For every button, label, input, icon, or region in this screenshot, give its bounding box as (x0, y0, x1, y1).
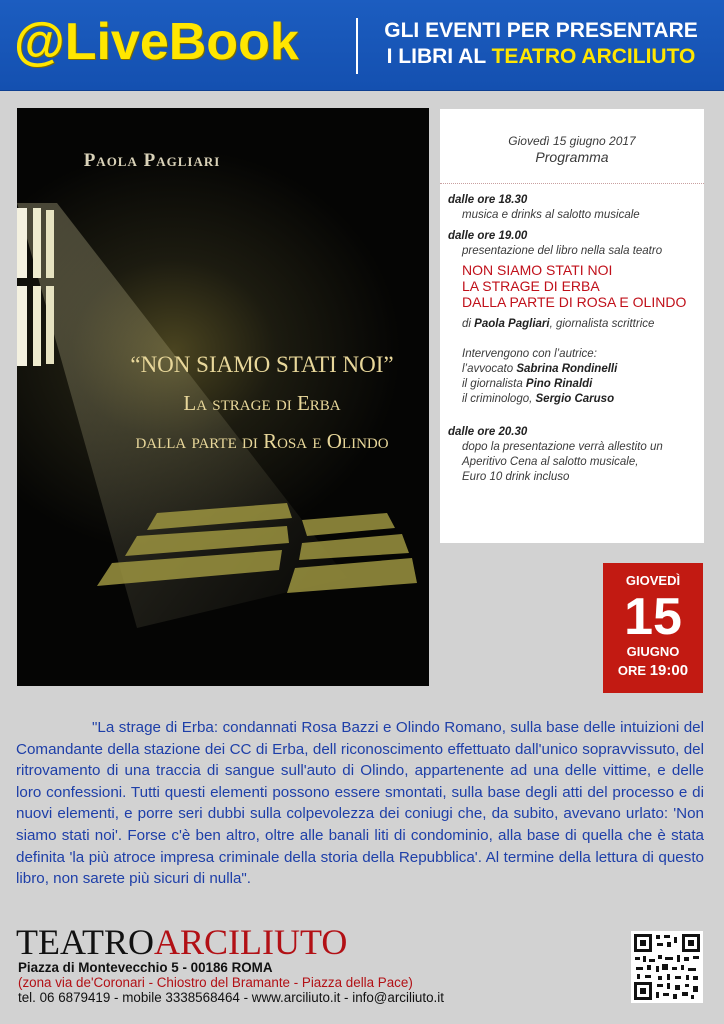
date-weekday: GIOVEDÌ (625, 573, 681, 588)
guest1-name: Sabrina Rondinelli (516, 363, 618, 375)
slot3-desc-2: Aperitivo Cena al salotto musicale, (462, 456, 639, 468)
book-title-line2: LA STRAGE DI ERBA (462, 278, 600, 294)
program-divider (440, 183, 704, 184)
program-panel (440, 109, 704, 543)
header-banner (0, 0, 724, 91)
guest1-role: l’avvocato (462, 363, 517, 375)
date-day: 15 (624, 588, 682, 646)
program-author (462, 317, 718, 332)
slot2-time: dalle ore 19.00 (448, 230, 528, 242)
qr-code[interactable] (631, 931, 703, 1003)
cover-title-line1: “NON SIAMO STATI NOI” (130, 352, 394, 377)
header-divider (356, 18, 358, 74)
cover-title-line2: La strage di Erba (183, 391, 341, 415)
book-cover (17, 108, 429, 686)
slot2-desc: presentazione del libro nella sala teatro (462, 245, 663, 257)
guests-intro: Intervengono con l’autrice: (462, 348, 597, 360)
venue-name-a: TEATRO (16, 922, 154, 962)
cover-title-line3: dalla parte di Rosa e Olindo (135, 429, 389, 453)
time-label: ORE (617, 663, 650, 678)
cover-author: Paola Pagliari (83, 150, 221, 171)
guest-1 (462, 362, 718, 377)
tagline-line2-start: I LIBRI AL (386, 45, 492, 68)
window-bars (17, 208, 54, 366)
guest2-role: il giornalista (462, 378, 526, 390)
guest-3 (462, 392, 718, 407)
author-name: Paola Pagliari (474, 318, 550, 330)
event-date-box (603, 563, 703, 693)
book-title-line1: NON SIAMO STATI NOI (462, 262, 613, 278)
slot1-time: dalle ore 18.30 (448, 194, 528, 206)
guest2-name: Pino Rinaldi (525, 378, 593, 390)
date-time (603, 662, 703, 679)
guest-2 (462, 377, 718, 392)
book-title-line3: DALLA PARTE DI ROSA E OLINDO (462, 294, 687, 310)
guest3-role: il criminologo, (462, 393, 536, 405)
slot3-time: dalle ore 20.30 (448, 426, 528, 438)
venue-address: Piazza di Montevecchio 5 - 00186 ROMA (18, 960, 273, 975)
program-date: Giovedì 15 giugno 2017 (508, 134, 636, 148)
program-guests (462, 347, 718, 407)
guest3-name: Sergio Caruso (535, 393, 615, 405)
venue-contacts[interactable]: tel. 06 6879419 - mobile 3338568464 - www.arciliuto.it - info@arciliuto.it (18, 990, 444, 1005)
date-month: GIUGNO (626, 644, 680, 659)
header-tagline (362, 18, 720, 70)
slot1-desc: musica e drinks al salotto musicale (462, 209, 640, 221)
time-value: 19:00 (649, 662, 689, 679)
program-slot-1 (448, 193, 704, 223)
cover-title (97, 346, 427, 460)
author-role: , giornalista scrittrice (549, 318, 655, 330)
venue-zone: (zona via de'Coronari - Chiostro del Bramante - Piazza della Pace) (18, 975, 413, 990)
livebook-logo: @LiveBook (14, 13, 299, 71)
slot3-desc-3: Euro 10 drink incluso (462, 471, 570, 483)
tagline-line2 (362, 44, 720, 70)
slot3-desc-1: dopo la presentazione verrà allestito un (462, 441, 663, 453)
book-title-red (462, 262, 702, 310)
program-heading: Programma (535, 149, 609, 165)
venue-name-b: ARCILIUTO (154, 922, 348, 962)
tagline-line1: GLI EVENTI PER PRESENTARE (384, 19, 698, 42)
program-slot-3 (448, 425, 704, 485)
program-slot-2 (448, 229, 704, 259)
author-prefix: di (462, 318, 475, 330)
book-description: "La strage di Erba: condannati Rosa Bazzi e Olindo Romano, sulla base delle intuizioni del Comandante della stazione dei CC di Erba, dell riconoscimento effettuato dall'unico sopravvissuto, del ritrovamento di una traccia di sangue sull'auto di Olindo, appartenente ad una delle vittime, e delle loro confessioni. Tutti questi elementi possono essere smontati, sulla base degli atti del processo e di nuovi elementi, e porre seri dubbi sulla colpevolezza dei coniugi che, da subito, avevano urlato: 'Non siamo stati noi'. Forse c'è ben altro, oltre alle banali liti di condominio, alla base di quella che è stata definita 'la più atroce impresa criminale della storia della Repubblica'. Al termine della lettura di questo libro, non sarete più sicuri di nulla". (16, 719, 704, 888)
venue-name (16, 922, 347, 962)
tagline-highlight: TEATRO ARCILIUTO (491, 45, 696, 68)
